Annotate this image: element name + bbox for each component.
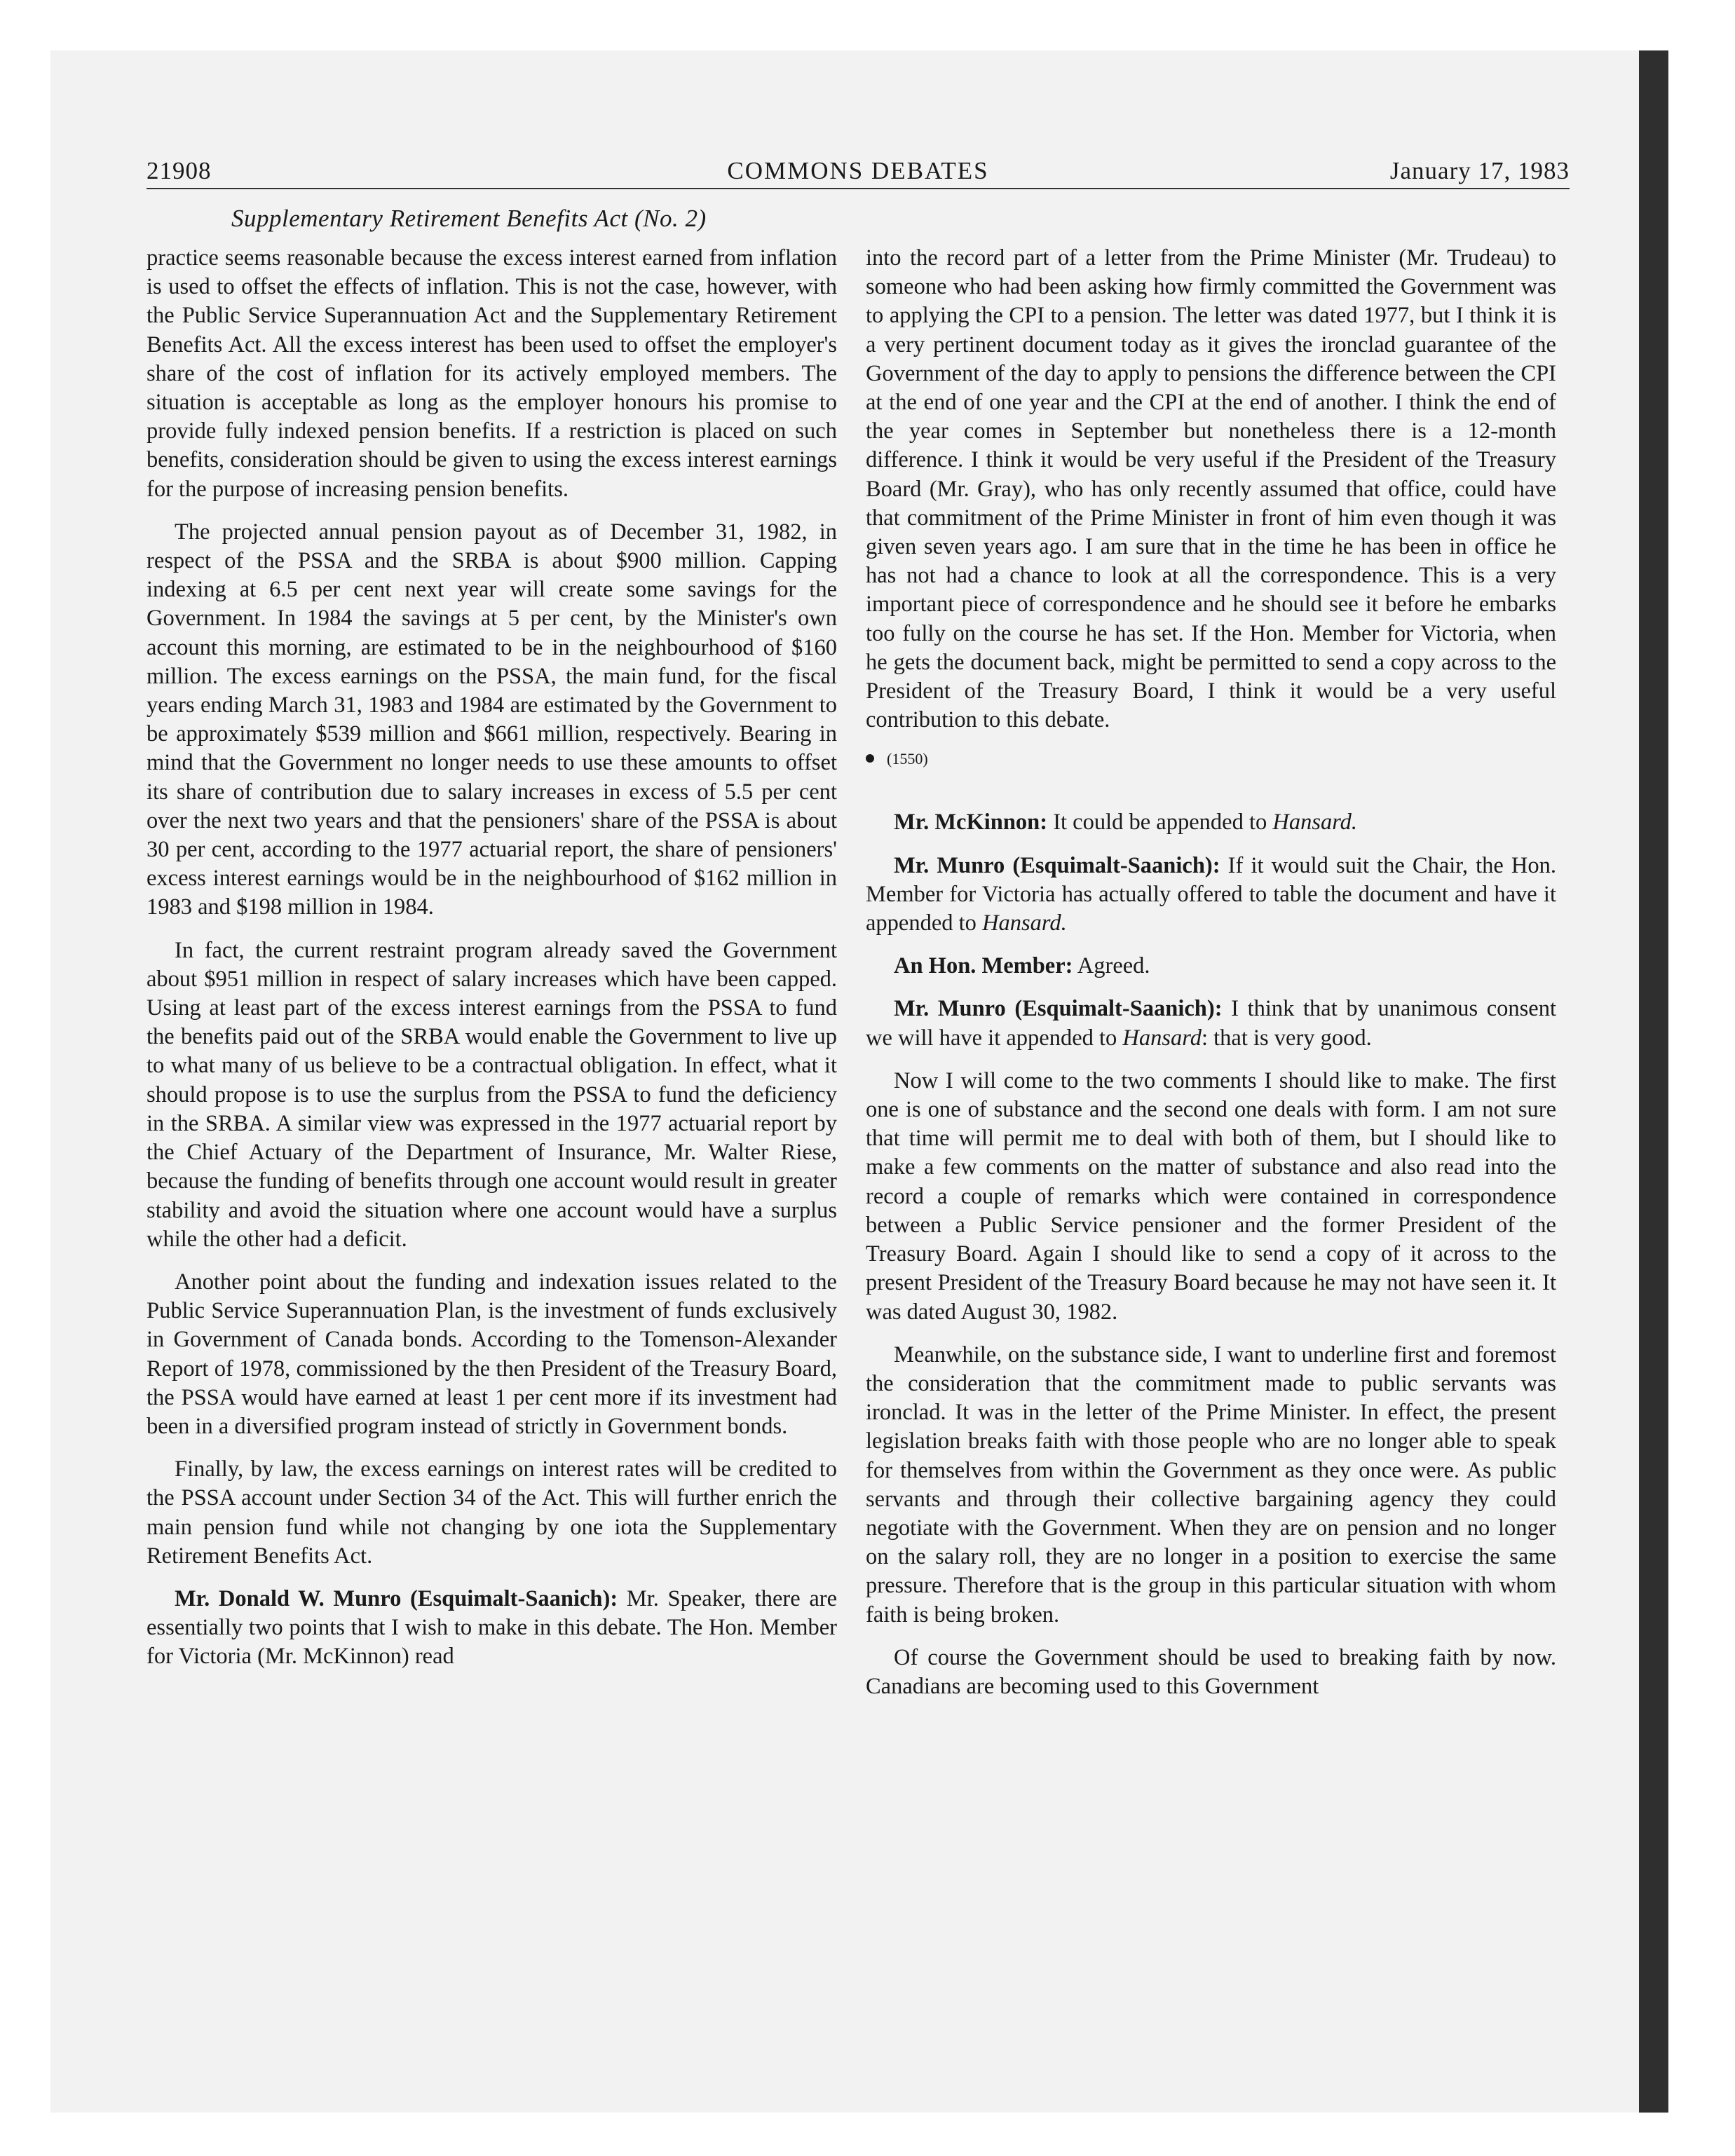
speech-text: : that is very good. (1201, 1025, 1372, 1051)
speech-italic: Hansard. (1272, 810, 1358, 835)
scan-binding-edge (1639, 50, 1668, 2113)
paragraph: into the record part of a letter from the Prime Minister (Mr. Trudeau) to someone who had been asking how firmly committed the Government was to applying the CPI to a pension. The letter was dated 1977, but I think it is a very pertinent document today as it gives the ironclad guarantee of the Government of the day to apply to pensions the difference between the CPI at the end of one year and the CPI at the end of another. I think the end of the year comes in September but nonetheless there is a 12-month difference. I think it would be very useful if the President of the Treasury Board (Mr. Gray), who has only recently assumed that office, could have that commitment of the Prime Minister in front of him even though it was given seven years ago. I am sure that in the time he has been in office he has not had a chance to look at all the correspondence. This is a very important piece of correspondence and he should see it before he embarks too fully on the course he has set. If the Hon. Member for Victoria, when he gets the document back, might be permitted to send a copy across to the President of the Treasury Board, I think it would be a very useful contribution to this debate. (866, 245, 1556, 733)
speech-paragraph (866, 808, 1556, 837)
right-column (866, 244, 1556, 1715)
speech-paragraph (866, 952, 1556, 981)
section-subtitle: Supplementary Retirement Benefits Act (No. 2) (231, 205, 707, 232)
paragraph: Now I will come to the two comments I should like to make. The first one is one of substance and the second one deals with form. I am not sure that time will permit me to deal with both of them, but I should like to make a few comments on the matter of substance and also read into the record a couple of remarks which were contained in correspondence between a Public Service pensioner and the former President of the Treasury Board. Again I should like to send a copy of it across to the present President of the Treasury Board because he may not have seen it. It was dated August 30, 1982. (866, 1067, 1556, 1325)
paragraph: practice seems reasonable because the excess interest earned from inflation is used to offset the effects of inflation. This is not the case, however, with the Public Service Superannuation Act and the Supplementary Retirement Benefits Act. All the excess interest has been used to offset the employer's share of the cost of inflation for its actively employed members. The situation is acceptable as long as the employer honours his promise to provide fully indexed pension benefits. If a restriction is placed on such benefits, consideration should be given to using the excess interest earnings for the purpose of increasing pension benefits. (147, 245, 837, 502)
speaker-name: Mr. McKinnon: (894, 810, 1048, 835)
speaker-name: Mr. Munro (Esquimalt-Saanich): (894, 852, 1220, 878)
speech-text: Agreed. (1073, 953, 1150, 979)
paragraph: Of course the Government should be used to breaking faith by now. Canadians are becoming used to this Government (866, 1644, 1556, 1699)
header-rule (147, 188, 1570, 189)
paragraph: Finally, by law, the excess earnings on interest rates will be credited to the PSSA account under Section 34 of the Act. This will further enrich the main pension fund while not changing by one iota the Supplementary Retirement Benefits Act. (147, 1456, 837, 1569)
speech-paragraph (147, 1585, 837, 1672)
publication-title: COMMONS DEBATES (727, 157, 989, 184)
time-marker (866, 749, 1556, 770)
speech-paragraph (866, 852, 1556, 939)
speech-text: If it would suit the Chair, the Hon. Member for Victoria has actually offered to table the document and have it appended to (866, 852, 1556, 936)
left-column (147, 244, 837, 1686)
time-marker-text: (1550) (887, 750, 928, 768)
paragraph: The projected annual pension payout as of December 31, 1982, in respect of the PSSA and the SRBA is about $900 million. Capping indexing at 6.5 per cent next year will create some savings for the Government. In 1984 the savings at 5 per cent, by the Minister's own account this morning, are estimated to be in the neighbourhood of $160 million. The excess earnings on the PSSA, the main fund, for the fiscal years ending March 31, 1983 and 1984 are estimated by the Government to be approximately $539 million and $661 million, respectively. Bearing in mind that the Government no longer needs to use these amounts to offset its share of contribution due to salary increases in excess of 5.5 per cent over the next two years and that the pensioners' share of the PSSA is about 30 per cent, according to the 1977 actuarial report, the share of pensioners' excess interest earnings would be in the neighbourhood of $162 million in 1983 and $198 million in 1984. (147, 519, 837, 920)
page-number: 21908 (147, 157, 212, 184)
paragraph: Another point about the funding and indexation issues related to the Public Service Superannuation Plan, is the investment of funds exclusively in Government of Canada bonds. According to the Tomenson-Alexander Report of 1978, commissioned by the then President of the Treasury Board, the PSSA would have earned at least 1 per cent more if its investment had been in a diversified program instead of strictly in Government bonds. (147, 1269, 837, 1439)
speech-italic: Hansard (1122, 1025, 1202, 1051)
speaker-name: An Hon. Member: (894, 953, 1073, 979)
speech-paragraph (866, 995, 1556, 1052)
speech-text: I think that by unanimous consent we will have it appended to (866, 996, 1556, 1051)
running-header (147, 157, 1570, 185)
bullet-icon (866, 754, 874, 763)
speech-italic: Hansard. (982, 910, 1067, 936)
speech-text: It could be appended to (1047, 810, 1273, 835)
paragraph: Meanwhile, on the substance side, I want to underline first and foremost the consideration that the commitment made to public servants was ironclad. It was in the letter of the Prime Minister. In effect, the present legislation breaks faith with those people who are no longer able to speak for themselves from within the Government as they once were. As public servants and through their collective bargaining agency they could negotiate with the Government. When they are on pension and no longer on the salary roll, they are no longer in a position to exercise the same pressure. Therefore that is the group in this particular situation with whom faith is being broken. (866, 1342, 1556, 1628)
speaker-name: Mr. Donald W. Munro (Esquimalt-Saanich): (175, 1585, 618, 1611)
header-date: January 17, 1983 (1389, 157, 1570, 184)
speech-text: Mr. Speaker, there are essentially two points that I wish to make in this debate. The Hon. Member for Victoria (Mr. McKinnon) read (147, 1585, 837, 1670)
speaker-name: Mr. Munro (Esquimalt-Saanich): (894, 996, 1223, 1022)
paragraph: In fact, the current restraint program already saved the Government about $951 million in respect of salary increases which have been capped. Using at least part of the excess interest earnings from the PSSA to fund the benefits paid out of the SRBA would enable the Government to live up to what many of us believe to be a contractual obligation. In effect, what it should propose is to use the surplus from the PSSA to fund the deficiency in the SRBA. A similar view was expressed in the 1977 actuarial report by the Chief Actuary of the Department of Insurance, Mr. Walter Riese, because the funding of benefits through one account would result in greater stability and avoid the situation where one account would have a surplus while the other had a deficit. (147, 937, 837, 1252)
